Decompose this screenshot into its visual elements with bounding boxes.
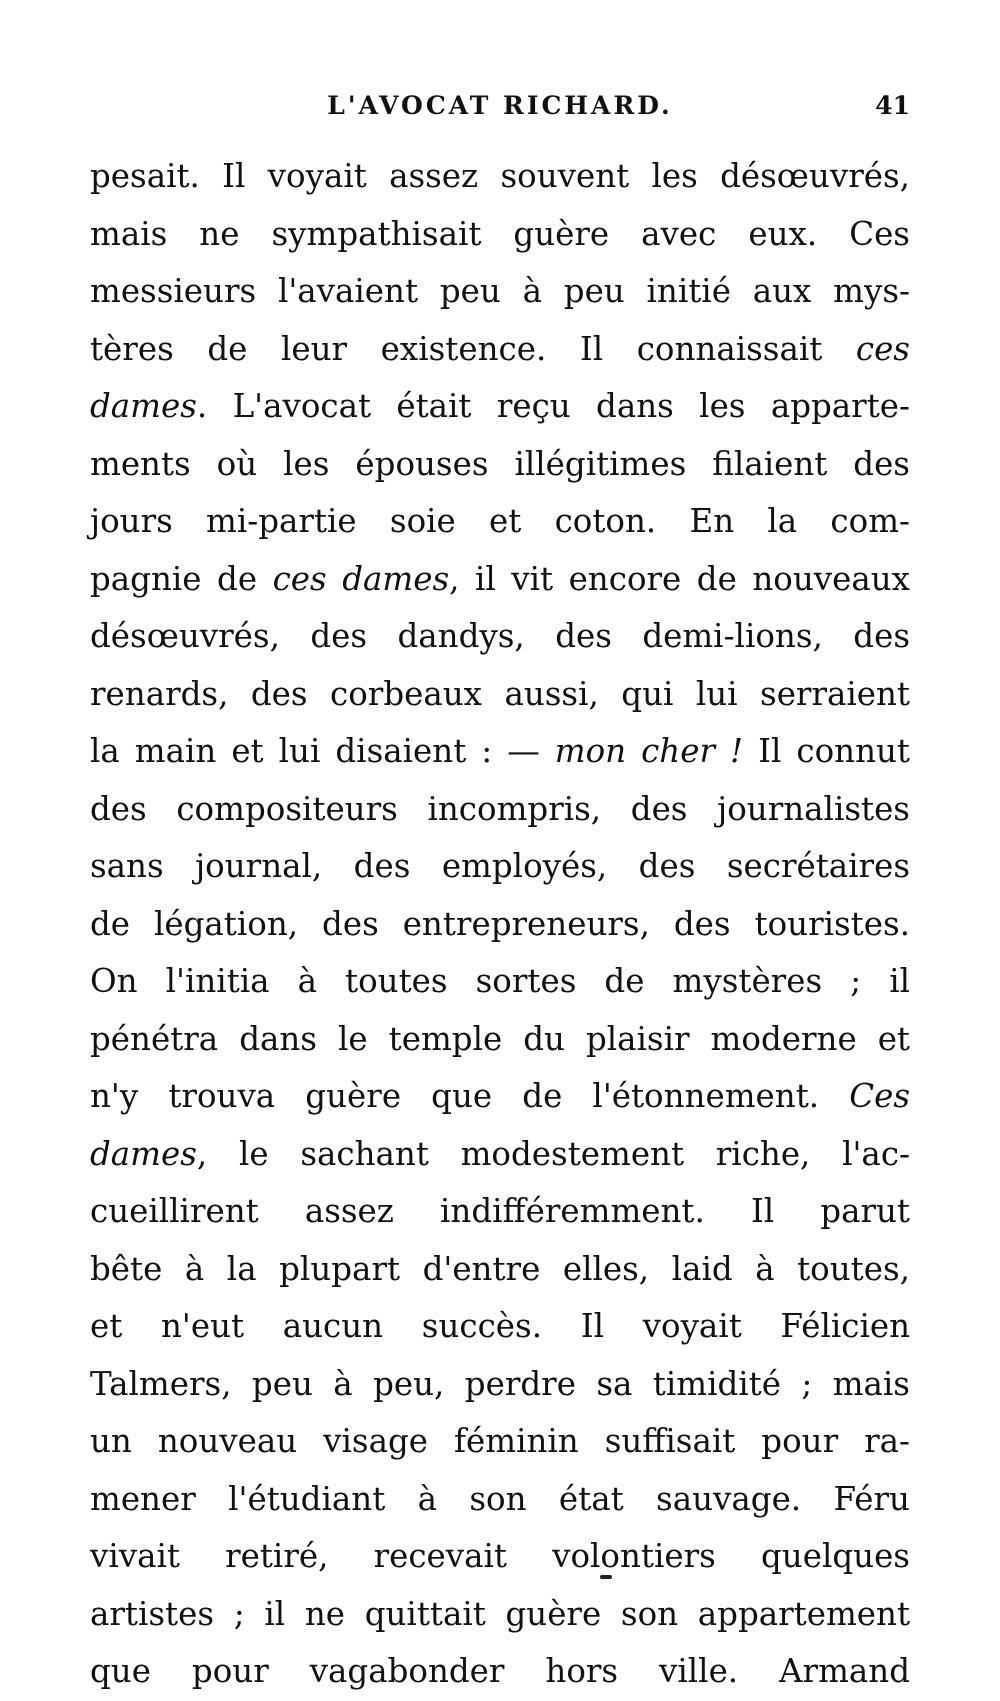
text-run: de légation, des entrepreneurs, des touristes. [90, 904, 910, 943]
text-line [90, 896, 910, 954]
text-line [90, 666, 910, 724]
text-line [90, 1586, 910, 1644]
text-run: mais ne sympathisait guère avec eux. Ces [90, 214, 910, 253]
text-run: , le sachant modestement riche, l'ac- [196, 1134, 910, 1173]
print-speck [600, 1575, 612, 1579]
italic-text: dames [90, 387, 197, 425]
text-line [90, 321, 910, 379]
text-run: . L'avocat était reçu dans les apparte- [196, 387, 910, 425]
text-line [90, 206, 910, 264]
text-line [90, 781, 910, 839]
text-run: n'y trouva guère que de l'étonnement. [90, 1077, 850, 1115]
body-text [90, 148, 910, 1701]
text-run: Il connut [743, 732, 910, 770]
italic-text: ces [855, 329, 910, 368]
text-line [90, 1241, 910, 1299]
text-line [90, 378, 910, 436]
page-number: 41 [875, 91, 910, 120]
italic-text: Ces [849, 1077, 910, 1115]
text-line [90, 953, 910, 1011]
text-run: On l'initia à toutes sortes de mystères ; il [90, 962, 910, 1000]
text-line [90, 723, 910, 781]
text-line [90, 1298, 910, 1356]
text-run: pagnie de [90, 559, 273, 598]
text-run: des compositeurs incompris, des journalistes [90, 789, 910, 828]
text-run: cueillirent assez indifféremment. Il parut [90, 1192, 910, 1230]
italic-text: dames [90, 1134, 197, 1173]
text-run: sans journal, des employés, des secrétaires [90, 847, 910, 885]
text-line [90, 608, 910, 666]
text-run: renards, des corbeaux aussi, qui lui serraient [90, 674, 910, 713]
text-line [90, 148, 910, 206]
text-run: bête à la plupart d'entre elles, laid à toutes, [90, 1249, 910, 1288]
text-run: artistes ; il ne quittait guère son appartement [90, 1594, 910, 1633]
text-line [90, 1413, 910, 1471]
text-run: la main et lui disaient : — [90, 732, 555, 770]
text-line [90, 1528, 910, 1586]
text-line [90, 1126, 910, 1184]
text-run: pénétra dans le temple du plaisir moderne et [90, 1019, 910, 1058]
text-line [90, 1183, 910, 1241]
italic-text: mon cher ! [554, 732, 744, 770]
text-line [90, 263, 910, 321]
text-line [90, 493, 910, 551]
text-run: messieurs l'avaient peu à peu initié aux mys- [90, 272, 910, 310]
italic-text: ces dames [272, 559, 450, 598]
running-head [90, 86, 910, 126]
text-run: un nouveau visage féminin suffisait pour ra- [90, 1422, 910, 1460]
text-run: jours mi-partie soie et coton. En la com- [90, 502, 910, 540]
text-run: mener l'étudiant à son état sauvage. Féru [90, 1479, 910, 1518]
text-line [90, 1011, 910, 1069]
text-run: Talmers, peu à peu, perdre sa timidité ; mais [90, 1364, 910, 1403]
text-run: ments où les épouses illégitimes filaient des [90, 444, 910, 483]
text-line [90, 1356, 910, 1414]
text-line [90, 1068, 910, 1126]
running-title: L'AVOCAT RICHARD. [327, 91, 673, 120]
text-run: que pour vagabonder hors ville. Armand [90, 1652, 910, 1690]
text-run: tères de leur existence. Il connaissait [90, 329, 856, 368]
text-run: et n'eut aucun succès. Il voyait Félicien [90, 1307, 910, 1345]
text-run: pesait. Il voyait assez souvent les désœuvrés, [90, 157, 910, 195]
text-run: , il vit encore de nouveaux [449, 559, 910, 598]
text-run: vivait retiré, recevait volontiers quelques [90, 1537, 910, 1575]
text-line [90, 838, 910, 896]
text-line [90, 551, 910, 609]
text-run: désœuvrés, des dandys, des demi-lions, des [90, 617, 910, 655]
text-line [90, 436, 910, 494]
text-line [90, 1471, 910, 1529]
text-line [90, 1643, 910, 1701]
